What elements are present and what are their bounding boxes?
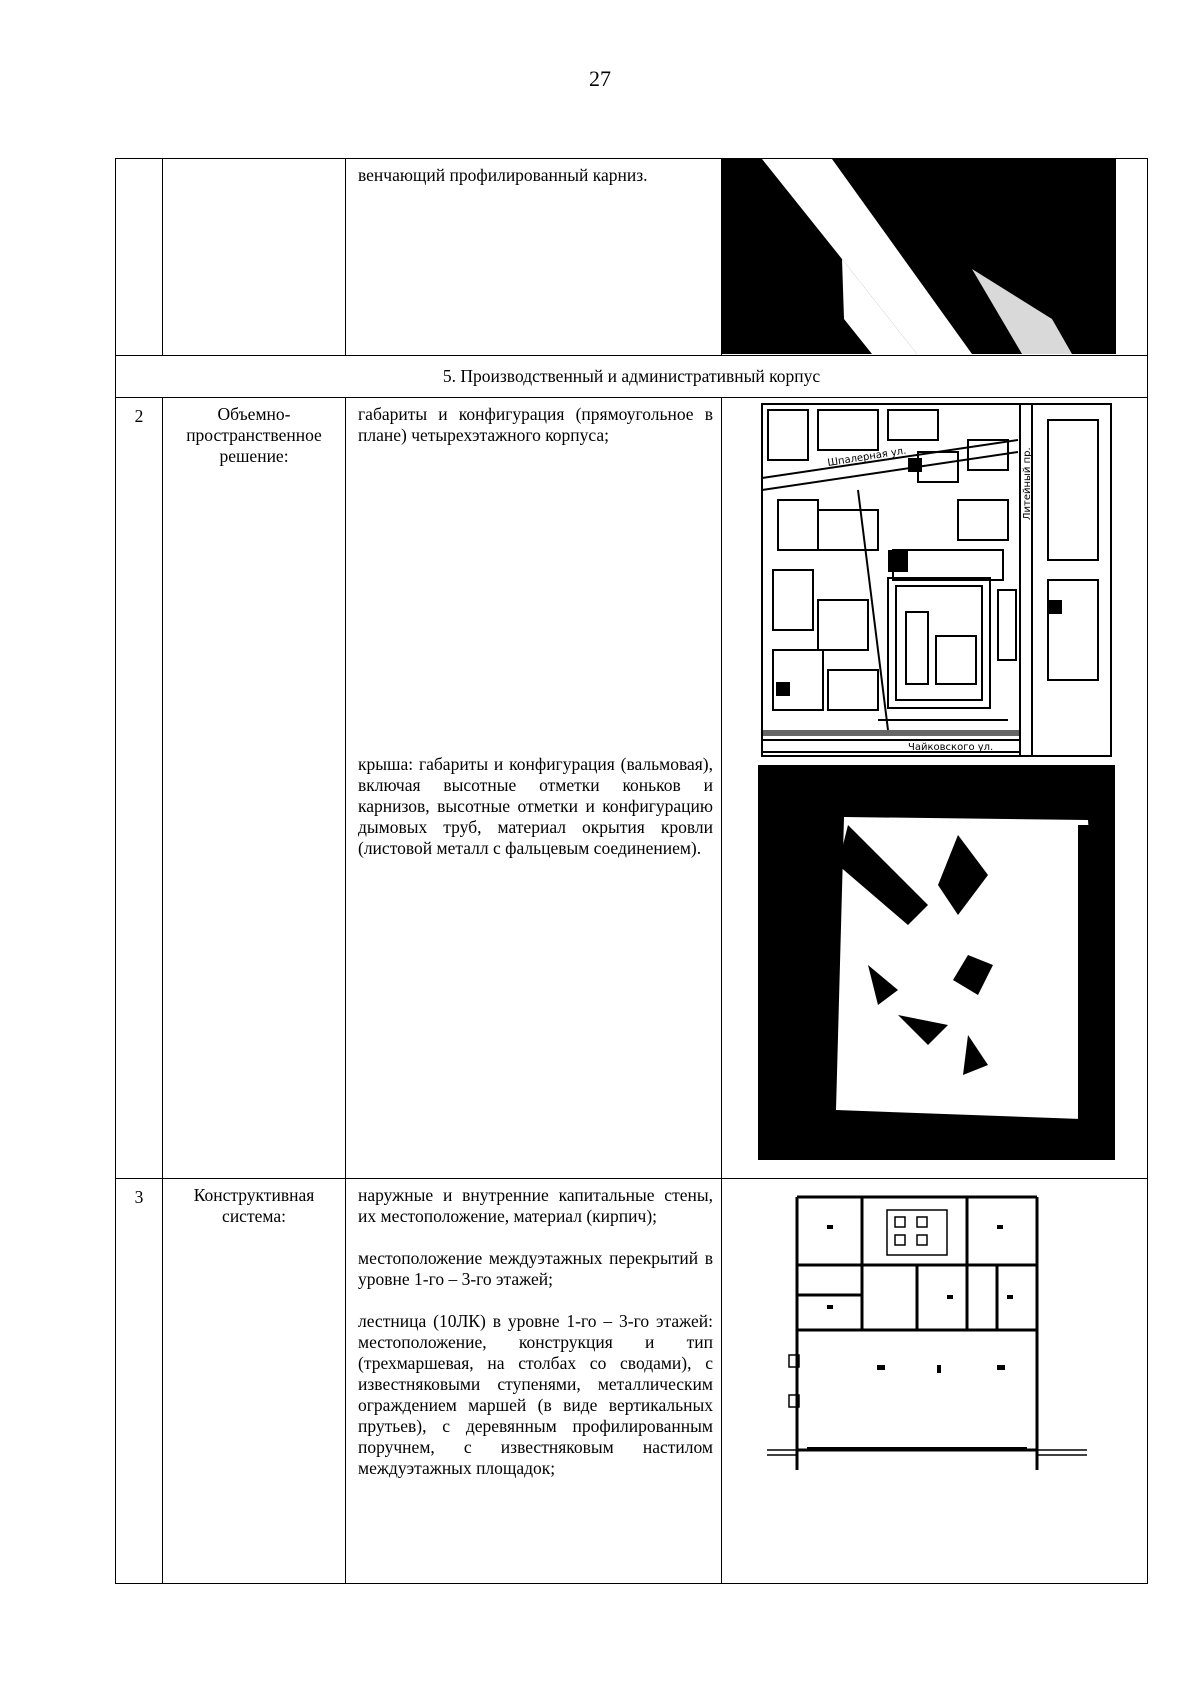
- site-plan-map: [758, 400, 1115, 760]
- row-number: 2: [116, 398, 163, 1179]
- table-row: [116, 1179, 1148, 1584]
- map-street-label: Литейный пр.: [1022, 447, 1033, 520]
- cell-images: [722, 398, 1148, 1179]
- description-paragraph: наружные и внутренние капитальные стены, их местоположение, материал (кирпич);: [358, 1185, 713, 1226]
- cornice-photo: [722, 159, 1146, 354]
- description-paragraph: габариты и конфигурация (прямоугольное в плане) четырехэтажного корпуса;: [358, 404, 713, 445]
- description-text: венчающий профилированный карниз.: [358, 165, 648, 185]
- floor-plan-drawing: [767, 1185, 1097, 1485]
- row-description: [346, 1179, 722, 1584]
- cell-image: [722, 1179, 1148, 1584]
- row-name: Объемно-пространственное решение:: [163, 398, 346, 1179]
- page-number: 27: [589, 66, 611, 91]
- cell-description: [346, 159, 722, 356]
- cell-name: [163, 159, 346, 356]
- row-description: [346, 398, 722, 1179]
- section-title: 5. Производственный и административный корпус: [116, 356, 1148, 398]
- description-paragraph: крыша: габариты и конфигурация (вальмовая), включая высотные отметки коньков и карнизов, высотные отметки и конфигурацию дымовых труб, материал окрытия кровли (листовой металл с фальцевым соединением).: [358, 754, 713, 858]
- roof-aerial-photo: [758, 765, 1115, 1160]
- map-street-label: Шпалерная ул.: [826, 445, 908, 469]
- table-row-continuation: [116, 159, 1148, 356]
- cell-number: [116, 159, 163, 356]
- map-street-label: Чайковского ул.: [908, 742, 994, 753]
- description-paragraph: лестница (10ЛК) в уровне 1-го – 3-го этажей: местоположение, конструкция и тип (трехмаршевая, на столбах со сводами), с известняковыми ступенями, металлическим ограждением маршей (в виде вертикальных прутьев), с деревянным профилированным поручнем, с известняковым настилом междуэтажных площадок;: [358, 1311, 713, 1478]
- description-paragraph: местоположение междуэтажных перекрытий в уровне 1-го – 3-го этажей;: [358, 1248, 713, 1289]
- row-name: Конструктивная система:: [163, 1179, 346, 1584]
- row-number: 3: [116, 1179, 163, 1584]
- table-row: [116, 398, 1148, 1179]
- cell-image: [722, 159, 1148, 356]
- section-heading-row: [116, 356, 1148, 398]
- register-table: [115, 158, 1148, 1584]
